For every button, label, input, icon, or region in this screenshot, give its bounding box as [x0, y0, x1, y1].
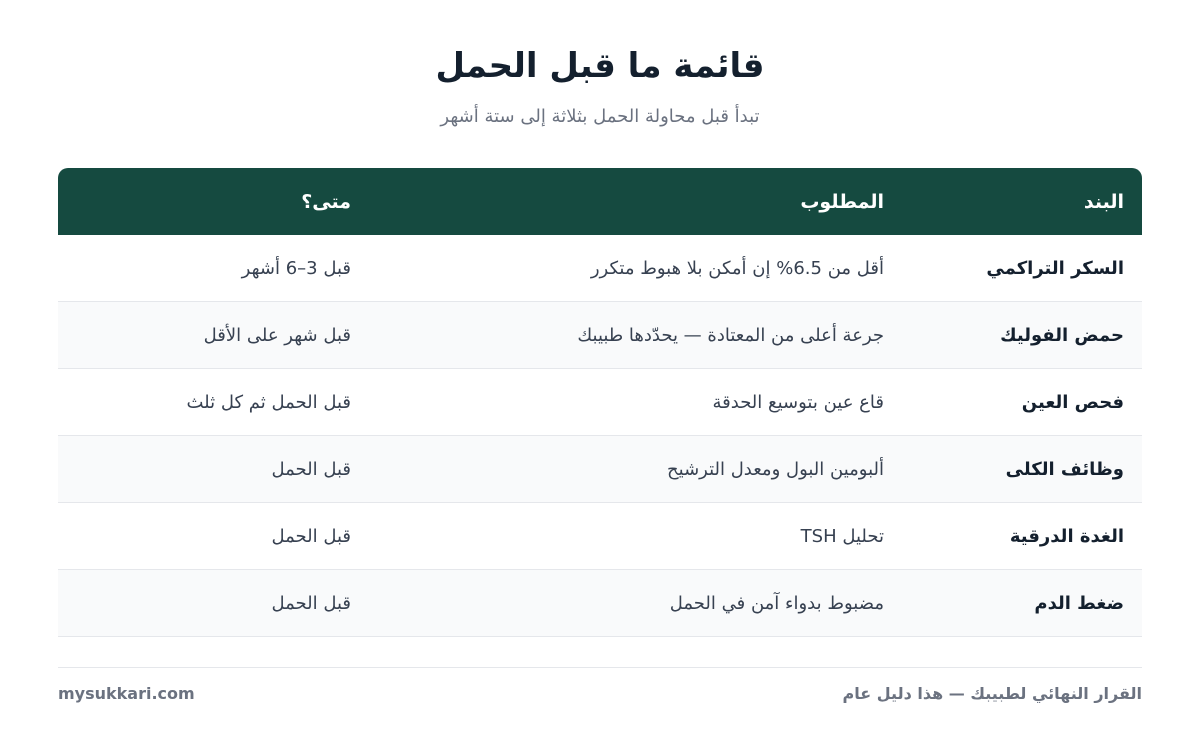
disclaimer-note: القرار النهائي لطبيبك — هذا دليل عام	[842, 684, 1142, 703]
row-item: فحص العين	[1021, 391, 1124, 413]
row-required: قاع عين بتوسيع الحدقة	[712, 391, 884, 413]
row-item: ضغط الدم	[1034, 592, 1124, 614]
checklist-table	[58, 168, 1142, 637]
row-item: الغدة الدرقية	[1009, 525, 1124, 547]
row-required: ألبومين البول ومعدل الترشيح	[667, 458, 884, 480]
table-row	[58, 369, 1142, 436]
row-when: قبل الحمل ثم كل ثلث	[186, 391, 351, 413]
table-row	[58, 235, 1142, 302]
row-when: قبل شهر على الأقل	[203, 324, 351, 346]
row-required: تحليل TSH	[800, 525, 884, 547]
table-header	[58, 168, 1142, 235]
table-row	[58, 503, 1142, 570]
column-header-required: المطلوب	[800, 190, 884, 213]
row-required: جرعة أعلى من المعتادة — يحدّدها طبيبك	[577, 324, 884, 346]
row-item: السكر التراكمي	[986, 257, 1124, 279]
column-header-when: متى؟	[301, 190, 351, 213]
row-item: وظائف الكلى	[1005, 458, 1124, 480]
page-subtitle: تبدأ قبل محاولة الحمل بثلاثة إلى ستة أشهر	[440, 106, 760, 127]
table-row	[58, 436, 1142, 503]
column-header-item: البند	[1083, 190, 1124, 213]
page-title: قائمة ما قبل الحمل	[435, 46, 765, 86]
row-required: مضبوط بدواء آمن في الحمل	[669, 592, 884, 614]
row-required: أقل من 6.5% إن أمكن بلا هبوط متكرر	[590, 257, 884, 279]
row-item: حمض الفوليك	[1000, 324, 1124, 346]
site-link[interactable]: mysukkari.com	[58, 684, 195, 703]
table-row	[58, 302, 1142, 369]
table-row	[58, 570, 1142, 637]
row-when: قبل 3–6 أشهر	[241, 257, 351, 279]
row-when: قبل الحمل	[271, 592, 351, 614]
page-footer	[58, 667, 1142, 728]
row-when: قبل الحمل	[271, 525, 351, 547]
row-when: قبل الحمل	[271, 458, 351, 480]
